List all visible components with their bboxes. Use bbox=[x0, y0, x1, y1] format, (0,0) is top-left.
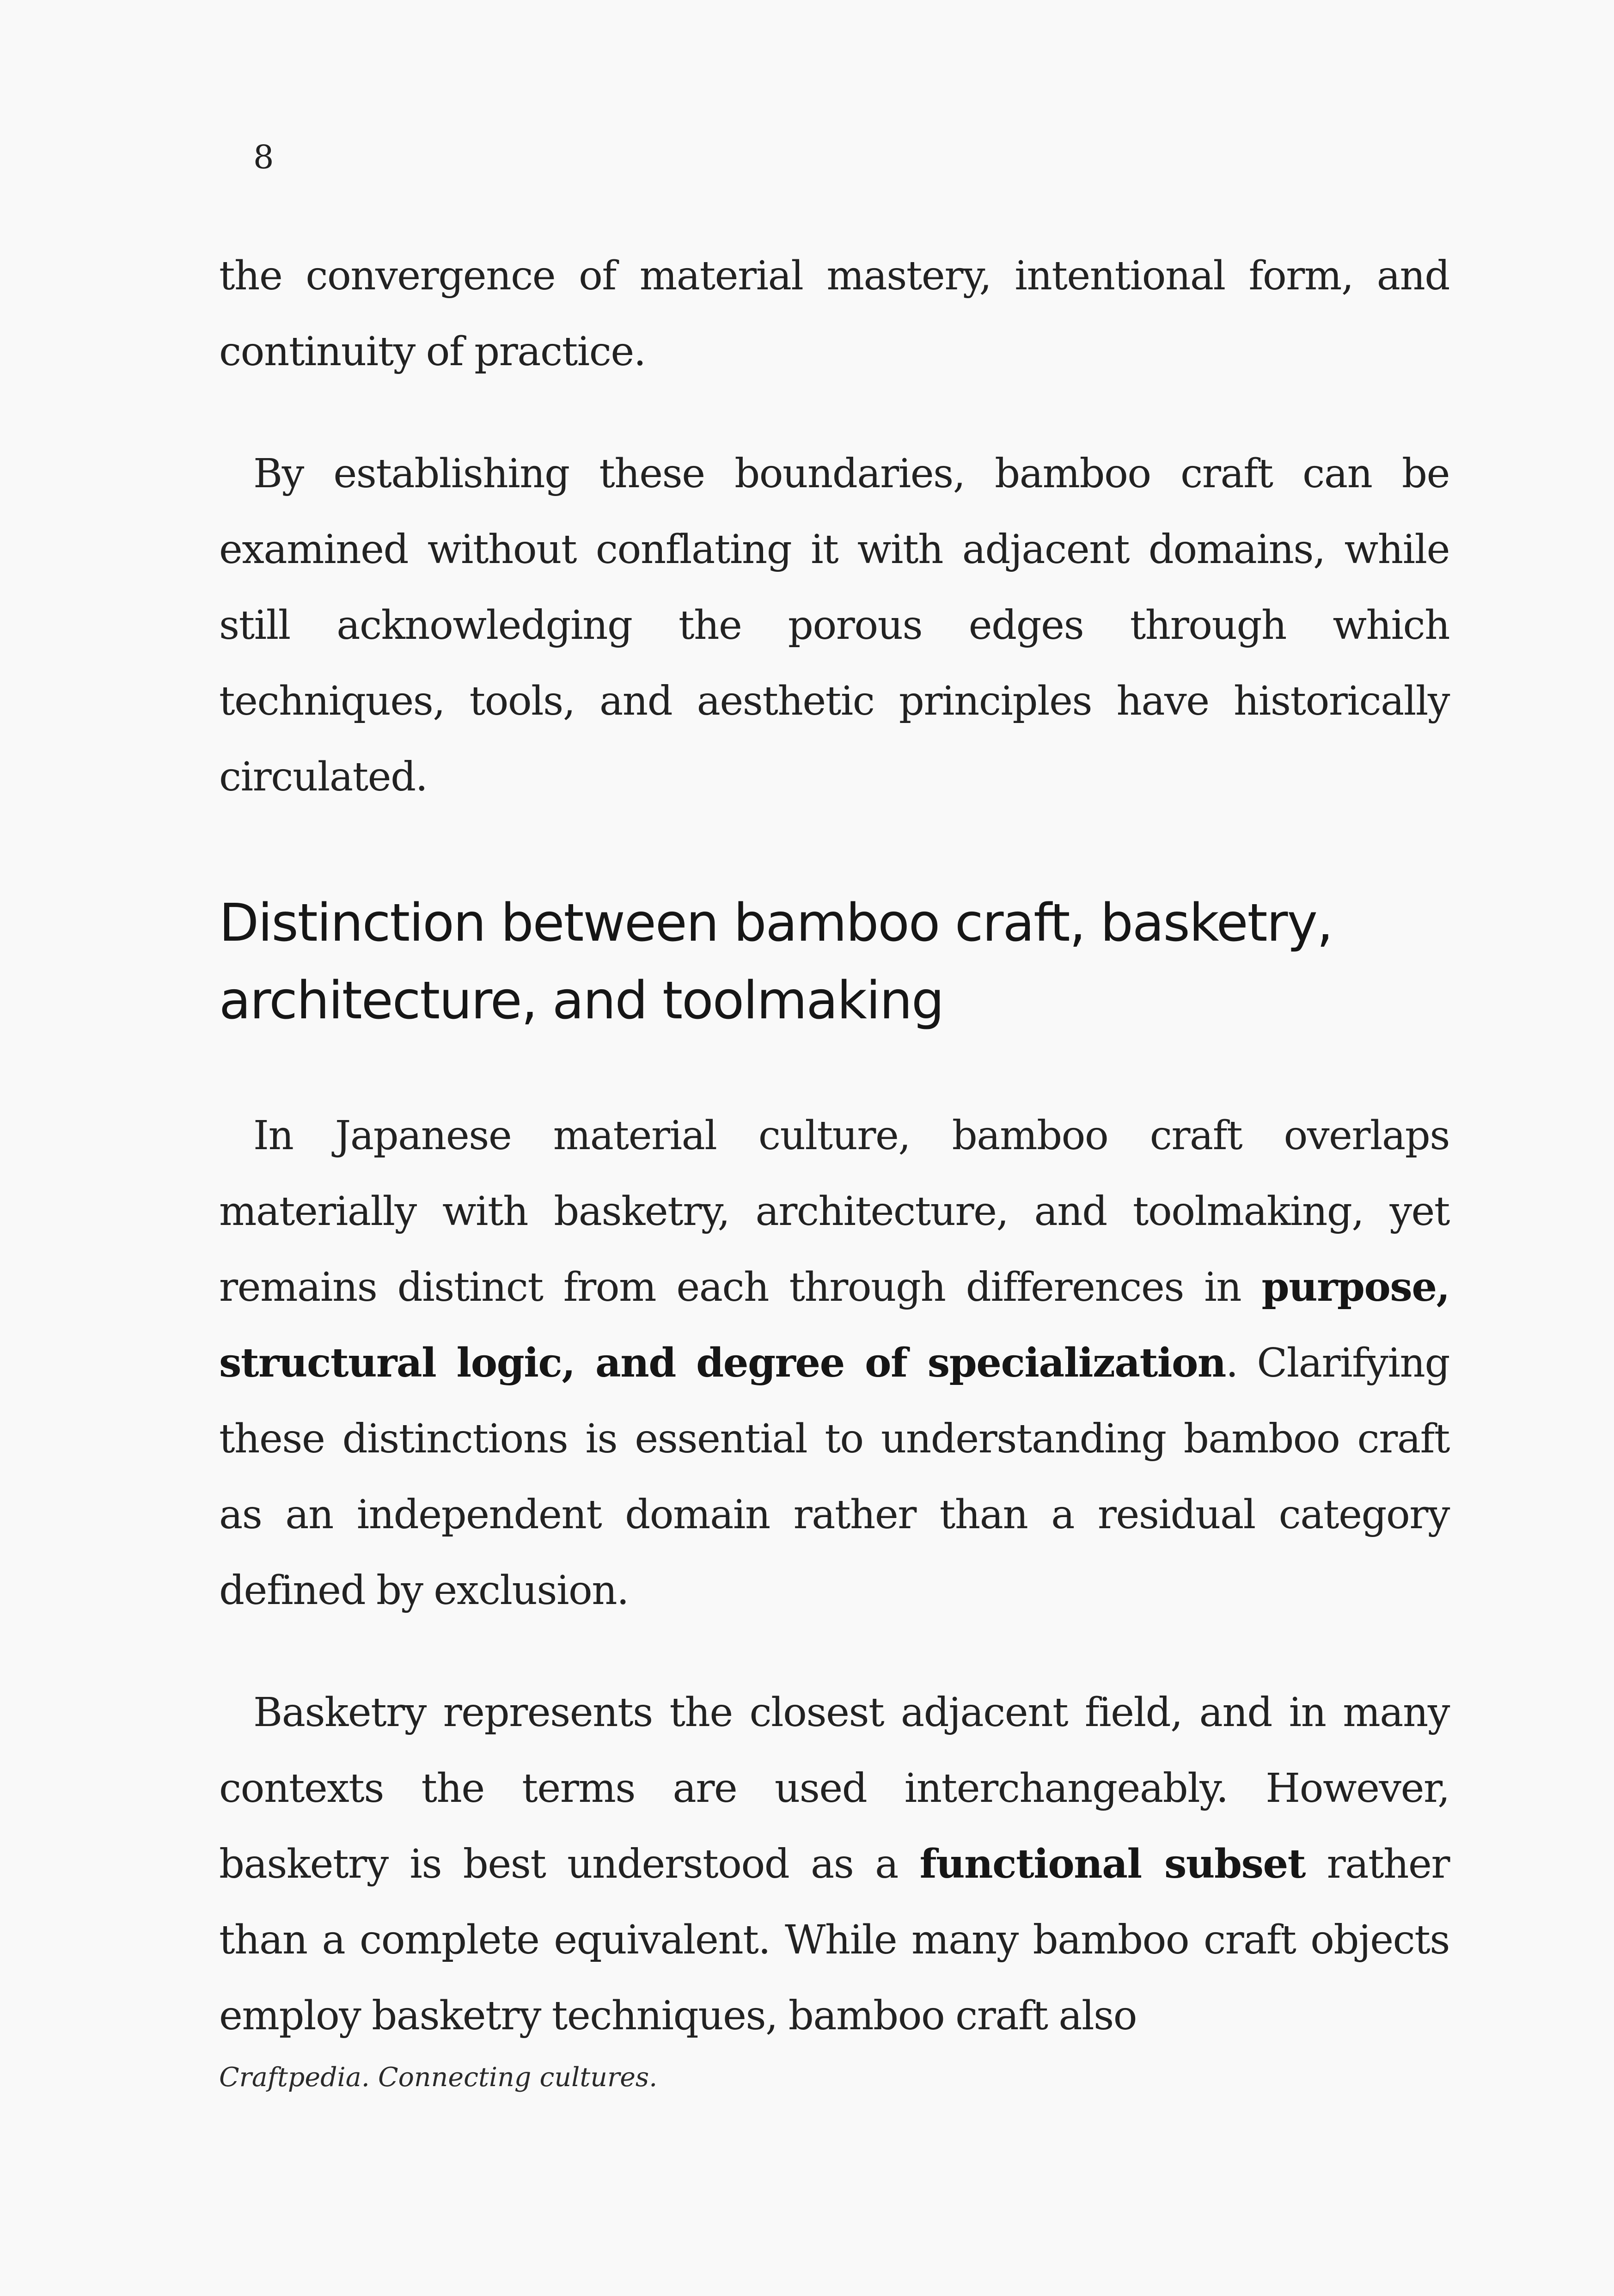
paragraph-basketry bbox=[219, 1675, 1449, 2054]
text-run: In Japanese material culture, bamboo craft overlaps materially with basketry, architecture, and toolmaking, yet remains distinct from each through differences in bbox=[219, 1113, 1449, 1310]
text-run: . Clarifying these distinctions is essential to understanding bamboo craft as an independent domain rather than a residual category defined by exclusion. bbox=[219, 1340, 1449, 1614]
paragraph-boundaries: By establishing these boundaries, bamboo craft can be examined without conflating it with adjacent domains, while still acknowledging the porous edges through which techniques, tools, and aesthetic principles have historically circulated. bbox=[219, 451, 1449, 800]
bold-emphasis: purpose, structural logic, and degree of specialization bbox=[219, 1264, 1449, 1386]
text-run: Basketry represents the closest adjacent field, and in many contexts the terms are used interchangeably. However, basketry is best understood as a bbox=[219, 1690, 1449, 1887]
page-footer: Craftpedia. Connecting cultures. bbox=[219, 2062, 658, 2093]
page-body bbox=[219, 238, 1449, 2054]
paragraph-distinctions bbox=[219, 1098, 1449, 1629]
text-run: rather than a complete equivalent. While many bamboo craft objects employ basketry techniques, bamboo craft also bbox=[219, 1841, 1450, 2039]
bold-emphasis: functional subset bbox=[919, 1841, 1305, 1887]
page-number: 8 bbox=[253, 138, 274, 176]
paragraph-continuation: the convergence of material mastery, intentional form, and continuity of practice. bbox=[219, 253, 1449, 375]
section-heading: Distinction between bamboo craft, basketry, architecture, and toolmaking bbox=[219, 893, 1333, 1031]
